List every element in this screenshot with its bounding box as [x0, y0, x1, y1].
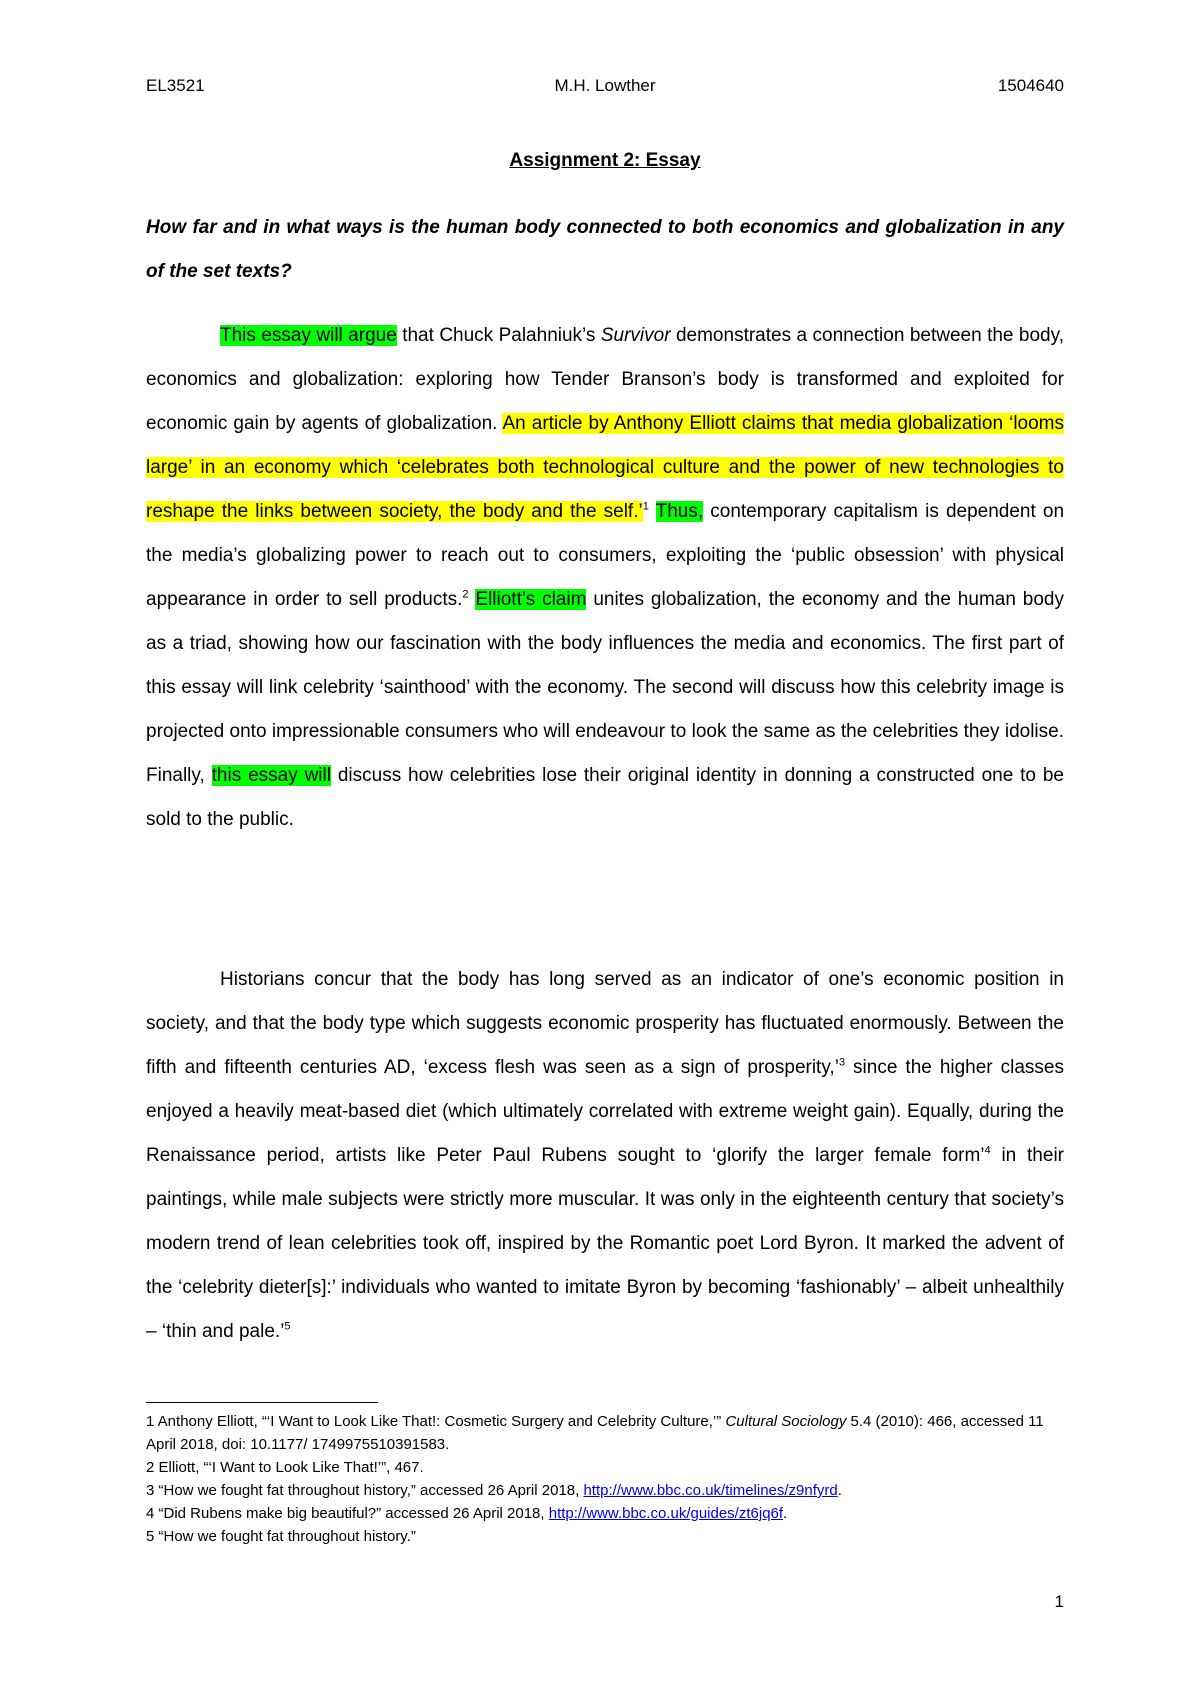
highlight-green: This essay will argue — [220, 325, 397, 346]
text-run: unites globalization, the economy and the human body as a triad, showing how our fascination with the body influences the media and economics. The first part of this essay will link celebrity ‘sainthood’ with the economy. The second will discuss how this celebrity image is projected onto impressionable consumers who will endeavour to look the same as the celebrities they idolise. Finally, — [146, 589, 1064, 786]
header-author: M.H. Lowther — [554, 76, 656, 95]
highlight-green: this essay will — [211, 765, 331, 786]
footnote-1 — [146, 1410, 1064, 1456]
book-title: Survivor — [600, 325, 671, 346]
footnote-separator — [146, 1402, 378, 1403]
text-run: that Chuck Palahniuk’s — [396, 325, 601, 346]
footnote-ref-5: 5 — [284, 1320, 291, 1333]
text-run: since the higher classes enjoyed a heavily meat-based diet (which ultimately correlated with extreme weight gain). Equally, during the Renaissance period, artists like Peter Paul Rubens sought to ‘glorify the larger female form’ — [146, 1057, 1064, 1166]
highlight-green: Elliott’s claim — [475, 589, 587, 610]
highlight-yellow: An article by Anthony Elliott claims that media globalization ‘looms large’ in an economy which ‘celebrates both technological culture and the power of new technologies to reshape the links between society, the body and the self.’ — [146, 413, 1064, 522]
footnotes — [146, 1410, 1064, 1548]
journal-title: Cultural Sociology — [725, 1413, 847, 1430]
footnote-text: . — [837, 1482, 842, 1499]
footnote-text: 4 “Did Rubens make big beautiful?” accessed 26 April 2018, — [146, 1505, 549, 1522]
text-run: contemporary capitalism is dependent on the media’s globalizing power to reach out to consumers, exploiting the ‘public obsession’ with physical appearance in order to sell products. — [146, 501, 1065, 610]
footnote-2: 2 Elliott, “‘I Want to Look Like That!’”, 467. — [146, 1459, 424, 1476]
text-run: Historians concur that the body has long served as an indicator of one’s economic position in society, and that the body type which suggests economic prosperity has fluctuated enormously. Between the fifth and fifteenth centuries AD, ‘excess flesh was seen as a sign of prosperity,’ — [146, 969, 1064, 1078]
footnote-link-bbc-timelines[interactable]: http://www.bbc.co.uk/timelines/z9nfyrd — [583, 1482, 838, 1499]
text-run — [649, 501, 656, 522]
page-number: 1 — [1054, 1592, 1064, 1611]
text-run: discuss how celebrities lose their original identity in donning a constructed one to be sold to the public. — [146, 765, 1064, 830]
essay-question: How far and in what ways is the human body connected to both economics and globalization in any of the set texts? — [146, 217, 1064, 282]
header-student-id: 1504640 — [997, 76, 1064, 95]
page-header — [146, 76, 1064, 100]
footnote-link-bbc-guides[interactable]: http://www.bbc.co.uk/guides/zt6jq6f — [548, 1505, 784, 1522]
text-run: demonstrates a connection between the body, economics and globalization: exploring how Tender Branson’s body is transformed and exploited for economic gain by agents of globalization. — [146, 325, 1064, 434]
footnote-ref-3: 3 — [838, 1056, 846, 1069]
text-run: in their paintings, while male subjects were strictly more muscular. It was only in the eighteenth century that society’s modern trend of lean celebrities took off, inspired by the Romantic poet Lord Byron. It marked the advent of the ‘celebrity dieter[s]:’ individuals who wanted to imitate Byron by becoming ‘fashionably’ – albeit unhealthily – ‘thin and pale.’ — [146, 1145, 1064, 1342]
footnote-ref-1: 1 — [642, 500, 649, 513]
essay-title: Assignment 2: Essay — [509, 150, 701, 171]
footnote-text: 5.4 (2010): 466, accessed 11 April 2018, doi: 10.1177/ 1749975510391583. — [146, 1413, 1044, 1453]
footnote-5: 5 “How we fought fat throughout history.” — [146, 1528, 416, 1545]
highlight-green: Thus, — [655, 501, 704, 522]
footnote-text: . — [783, 1505, 788, 1522]
header-course: EL3521 — [146, 76, 205, 95]
paragraph-introduction — [146, 314, 1064, 842]
footnote-4 — [146, 1502, 1064, 1525]
footnote-ref-4: 4 — [984, 1144, 991, 1157]
footnote-text: 3 “How we fought fat throughout history,” accessed 26 April 2018, — [146, 1482, 584, 1499]
paragraph-history — [146, 958, 1064, 1354]
footnote-text: 1 Anthony Elliott, “‘I Want to Look Like That!: Cosmetic Surgery and Celebrity Culture,’” — [146, 1413, 726, 1430]
footnote-3 — [146, 1479, 1064, 1502]
footnote-ref-2: 2 — [462, 588, 469, 601]
